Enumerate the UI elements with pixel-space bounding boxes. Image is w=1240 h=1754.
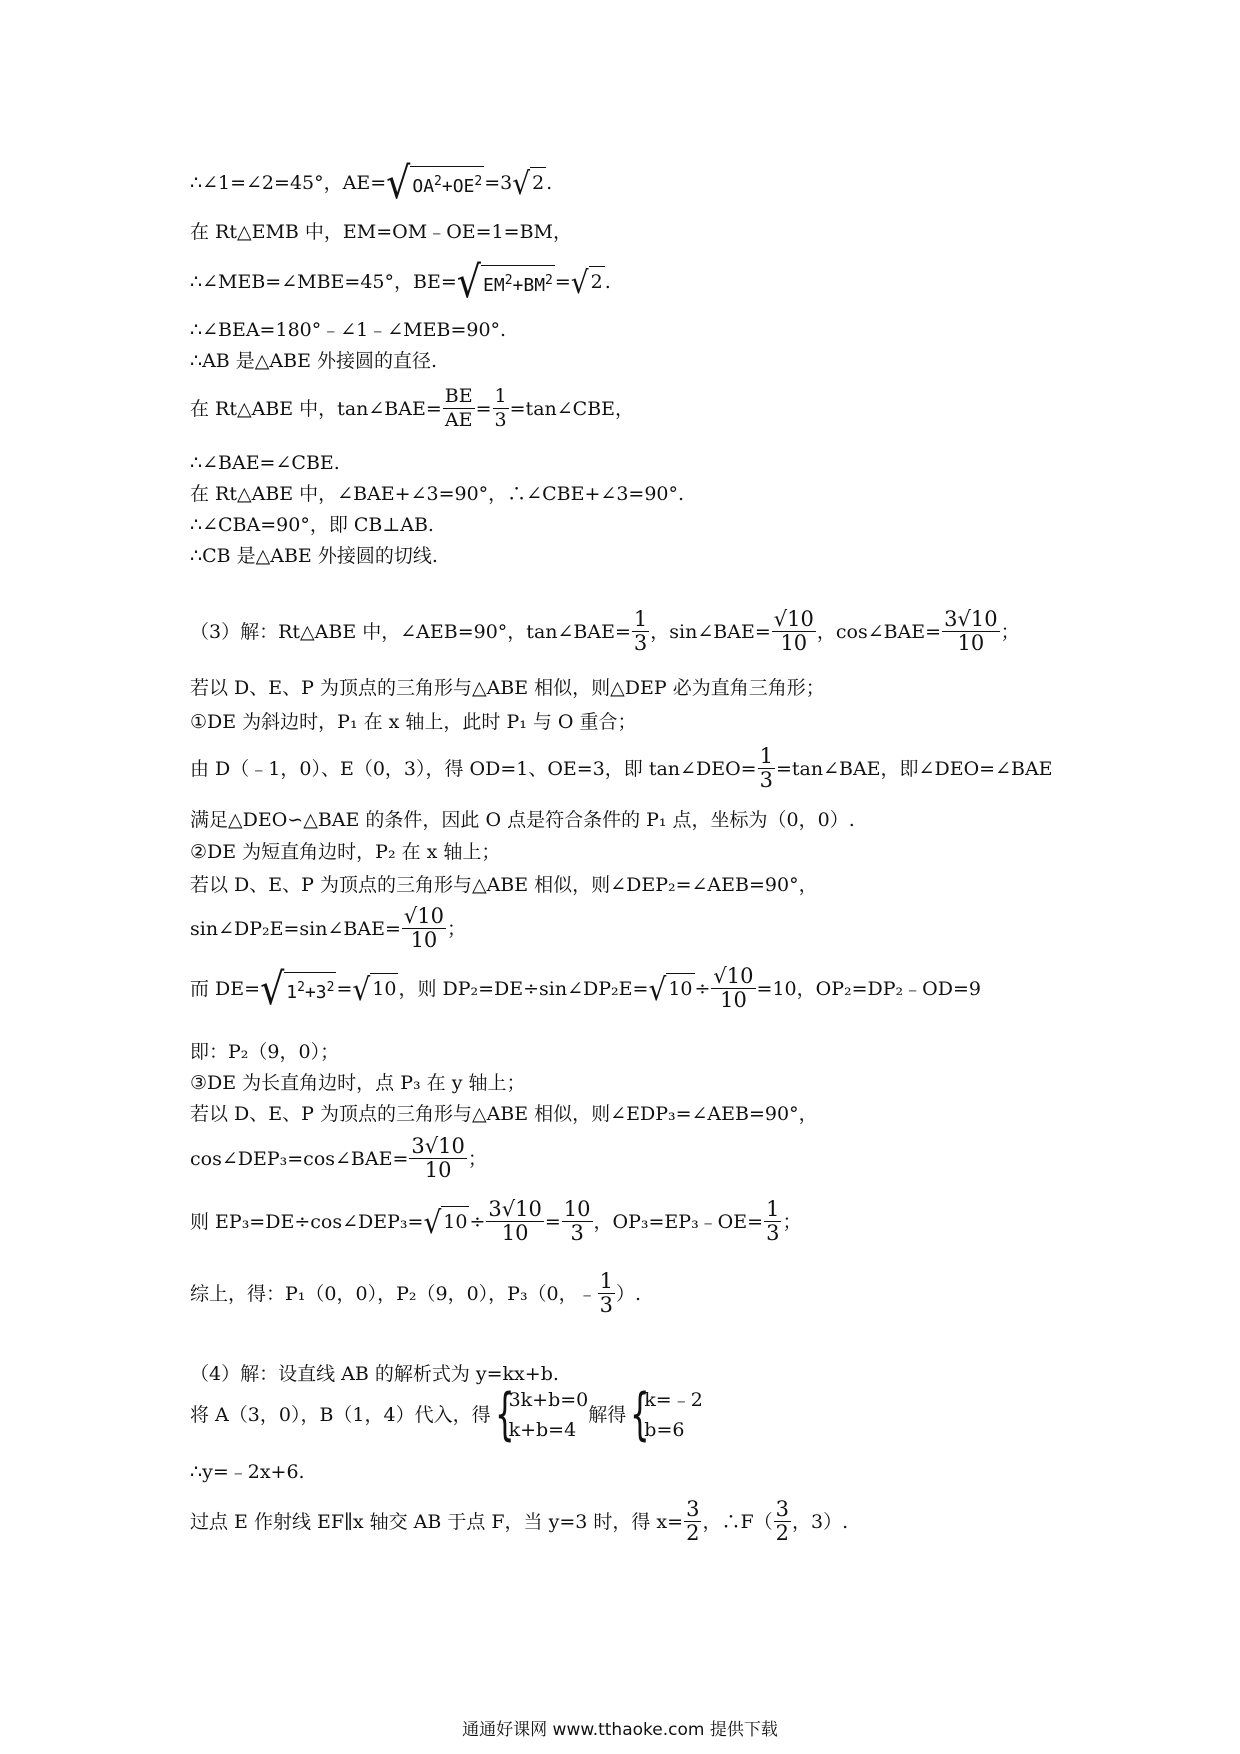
solution-line: 即：P₂（9，0）； (190, 1041, 340, 1063)
radical: √ $OA^2+OE^2$ (386, 157, 483, 209)
solution-line: 综上，得：P₁（0，0），P₂（9，0），P₃（0，﹣ $\frac{1}{3}$ ）. (190, 1269, 642, 1317)
solution-line: ∴∠CBA=90°，即 CB⊥AB. (190, 514, 434, 536)
solution-line: ∴CB 是△ABE 外接圆的切线. (190, 545, 438, 567)
radical: √ $EM^2+BM^2$ (456, 256, 553, 308)
fraction: $\frac{1}{3}$ (599, 1269, 614, 1317)
solution-line: （3）解：Rt△ABE 中，∠AEB=90°，tan∠BAE= $\frac{1}{3}$ ，sin∠BAE= $\frac{√10}{10}$ ，cos∠BAE= $\frac{3√10}{10}$ ； (190, 607, 1020, 655)
page-footer: 通通好课网 www.tthaoke.com 提供下载 (462, 1720, 778, 1740)
solution-line: ③DE 为长直角边时，点 P₃ 在 y 轴上； (190, 1072, 526, 1094)
fraction: $\frac{3√10}{10}$ (411, 1134, 465, 1182)
solution-line: 若以 D、E、P 为顶点的三角形与△ABE 相似，则∠EDP₃=∠AEB=90°， (190, 1103, 818, 1125)
solution-line: ∴AB 是△ABE 外接圆的直径. (190, 350, 438, 372)
solution-line: 过点 E 作射线 EF∥x 轴交 AB 于点 F，当 y=3 时，得 x= $\frac{3}{2}$ ，∴F（ $\frac{3}{2}$ ，3）. (190, 1497, 849, 1545)
fraction: $\frac{3}{2}$ (775, 1497, 789, 1545)
fraction: $\frac{3√10}{10}$ (944, 607, 998, 655)
equation-system: { k=﹣2 b=6 (630, 1382, 703, 1447)
solution-line: 则 EP₃=DE÷cos∠DEP₃= √ 10 ÷ $\frac{3√10}{10}$ = $\frac{10}{3}$ ，OP₃=EP₃﹣OE= $\frac{1}{3}$ ； (190, 1197, 802, 1245)
solution-line: 而 DE= √ $1^2+3^2$ = √ 10 ，则 DP₂=DE÷sin∠DP₂E= √ 10 ÷ $\frac{√10}{10}$ =10，OP₂=DP₂﹣OD=9 (190, 963, 981, 1014)
radical: √ 10 (423, 1203, 468, 1241)
solution-line: （4）解：设直线 AB 的解析式为 y=kx+b. (190, 1363, 559, 1385)
solution-line: 若以 D、E、P 为顶点的三角形与△ABE 相似，则△DEP 必为直角三角形； (190, 677, 825, 699)
solution-line: cos∠DEP₃=cos∠BAE= $\frac{3√10}{10}$ ； (190, 1134, 487, 1182)
radical: √ 10 (352, 970, 397, 1008)
solution-line: 将 A（3，0），B（1，4）代入，得 { 3k+b=0 k+b=4 解得 { k=﹣2 b=6 (190, 1382, 703, 1447)
fraction: $\frac{3√10}{10}$ (488, 1197, 542, 1245)
solution-line: ∴y=﹣2x+6. (190, 1461, 305, 1483)
fraction: $\frac{√10}{10}$ (403, 904, 444, 952)
solution-line: ∴∠BEA=180°﹣∠1﹣∠MEB=90°. (190, 319, 507, 341)
solution-line: ②DE 为短直角边时，P₂ 在 x 轴上； (190, 841, 501, 863)
fraction: $\frac{10}{3}$ (563, 1197, 591, 1245)
solution-line: ∴∠1=∠2=45°，AE= √ $OA^2+OE^2$ =3 √ 2 . (190, 157, 553, 209)
solution-line: 满足△DEO∽△BAE 的条件，因此 O 点是符合条件的 P₁ 点，坐标为（0，0）. (190, 809, 855, 831)
solution-line: 由 D（﹣1，0）、E（0，3），得 OD=1、OE=3，即 tan∠DEO= $\frac{1}{3}$ =tan∠BAE，即∠DEO=∠BAE (190, 744, 1053, 792)
solution-line: ①DE 为斜边时，P₁ 在 x 轴上，此时 P₁ 与 O 重合； (190, 711, 637, 733)
radical: √ 2 (512, 165, 545, 202)
fraction: $\frac{1}{3}$ (494, 385, 507, 431)
fraction: $\frac{BE}{AE}$ (444, 385, 473, 431)
fraction: $\frac{√10}{10}$ (773, 607, 814, 655)
radical: √ 2 (570, 264, 603, 301)
solution-line: ∴∠BAE=∠CBE. (190, 452, 340, 474)
solution-line: 若以 D、E、P 为顶点的三角形与△ABE 相似，则∠DEP₂=∠AEB=90°， (190, 874, 818, 896)
fraction: $\frac{√10}{10}$ (713, 964, 754, 1012)
fraction: $\frac{1}{3}$ (633, 607, 648, 655)
solution-line: 在 Rt△ABE 中，tan∠BAE= $\frac{BE}{AE}$ = $\frac{1}{3}$ =tan∠CBE， (190, 385, 635, 431)
fraction: $\frac{1}{3}$ (766, 1197, 780, 1245)
solution-line: 在 Rt△ABE 中，∠BAE+∠3=90°，∴∠CBE+∠3=90°. (190, 483, 685, 505)
solution-line: ∴∠MEB=∠MBE=45°，BE= √ $EM^2+BM^2$ = √ 2 . (190, 256, 611, 308)
radical: √ 10 (648, 970, 693, 1008)
radical: √ $1^2+3^2$ (260, 963, 335, 1014)
fraction: $\frac{3}{2}$ (686, 1497, 700, 1545)
equation-system: { 3k+b=0 k+b=4 (494, 1382, 589, 1447)
solution-line: sin∠DP₂E=sin∠BAE= $\frac{√10}{10}$ ； (190, 904, 466, 952)
solution-line: 在 Rt△EMB 中，EM=OM﹣OE=1=BM， (190, 221, 572, 243)
fraction: $\frac{1}{3}$ (759, 744, 773, 792)
